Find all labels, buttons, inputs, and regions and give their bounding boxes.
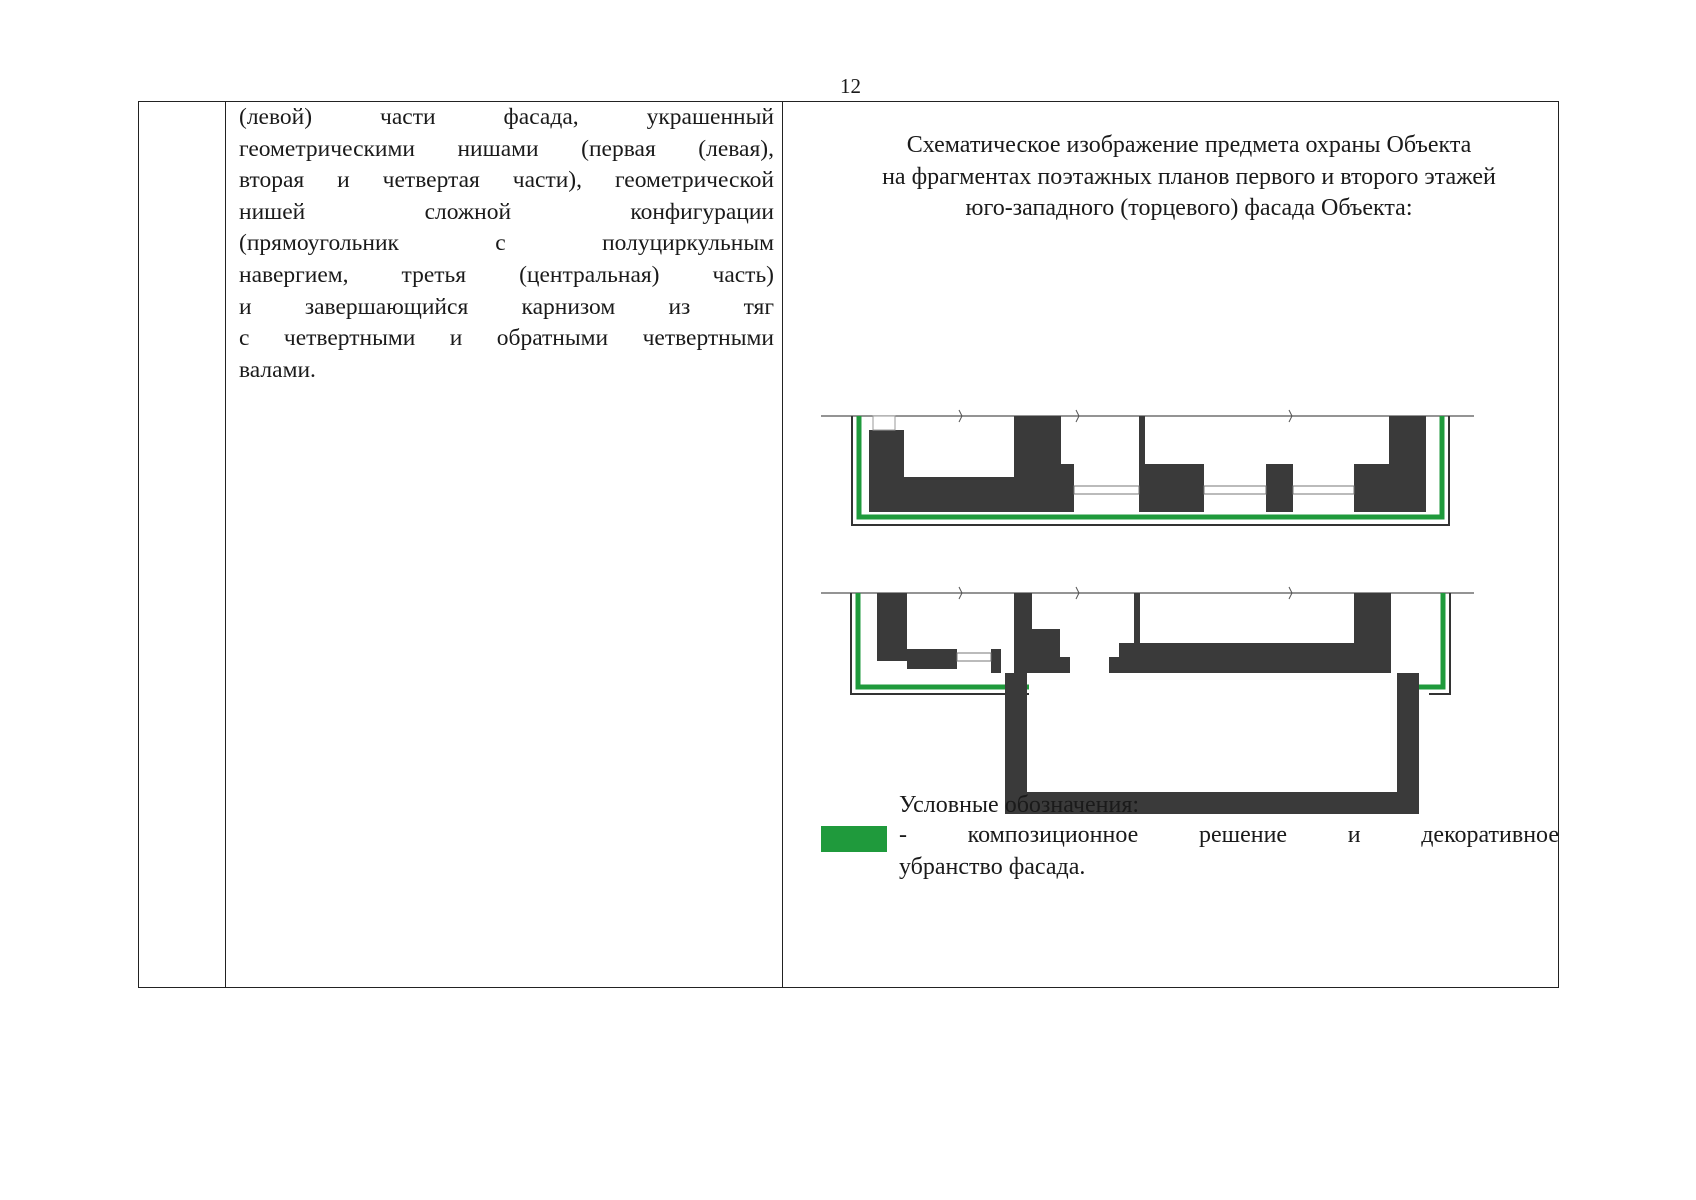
- caption-line: юго-западного (торцевого) фасада Объекта:: [965, 195, 1413, 221]
- description-text: [239, 102, 774, 386]
- first-floor-plan: [821, 410, 1474, 525]
- legend-title: Условные обозначения:: [899, 792, 1140, 818]
- description-line: с четвертными и обратными четвертными: [239, 325, 774, 352]
- second-floor-plan: [821, 587, 1474, 814]
- table-column-divider: [225, 102, 226, 987]
- document-table: [138, 101, 1559, 988]
- description-line: нишей сложной конфигурации: [239, 198, 774, 225]
- legend-description: [899, 820, 1559, 883]
- floor-plans-diagram: [819, 282, 1499, 842]
- description-line: (прямоугольник с полуциркульным: [239, 230, 774, 257]
- caption-line: на фрагментах поэтажных планов первого и второго этажей: [882, 163, 1496, 190]
- description-line: (левой) части фасада, украшенный: [239, 104, 774, 130]
- description-line: вторая и четвертая части), геометрической: [239, 167, 774, 194]
- legend-swatch: [821, 826, 887, 852]
- description-line: навергием, третья (центральная) часть): [239, 261, 774, 288]
- legend-line: убранство фасада.: [899, 853, 1086, 880]
- legend-line: - композиционное решение и декоративное: [899, 822, 1559, 848]
- description-line: и завершающийся карнизом из тяг: [239, 293, 774, 320]
- table-column-divider: [782, 102, 783, 987]
- figure-caption: [819, 130, 1559, 225]
- page-number: 12: [840, 74, 861, 98]
- caption-line: Схематическое изображение предмета охраны Объекта: [906, 132, 1472, 158]
- description-line: валами.: [239, 356, 316, 383]
- description-line: геометрическими нишами (первая (левая),: [239, 135, 774, 162]
